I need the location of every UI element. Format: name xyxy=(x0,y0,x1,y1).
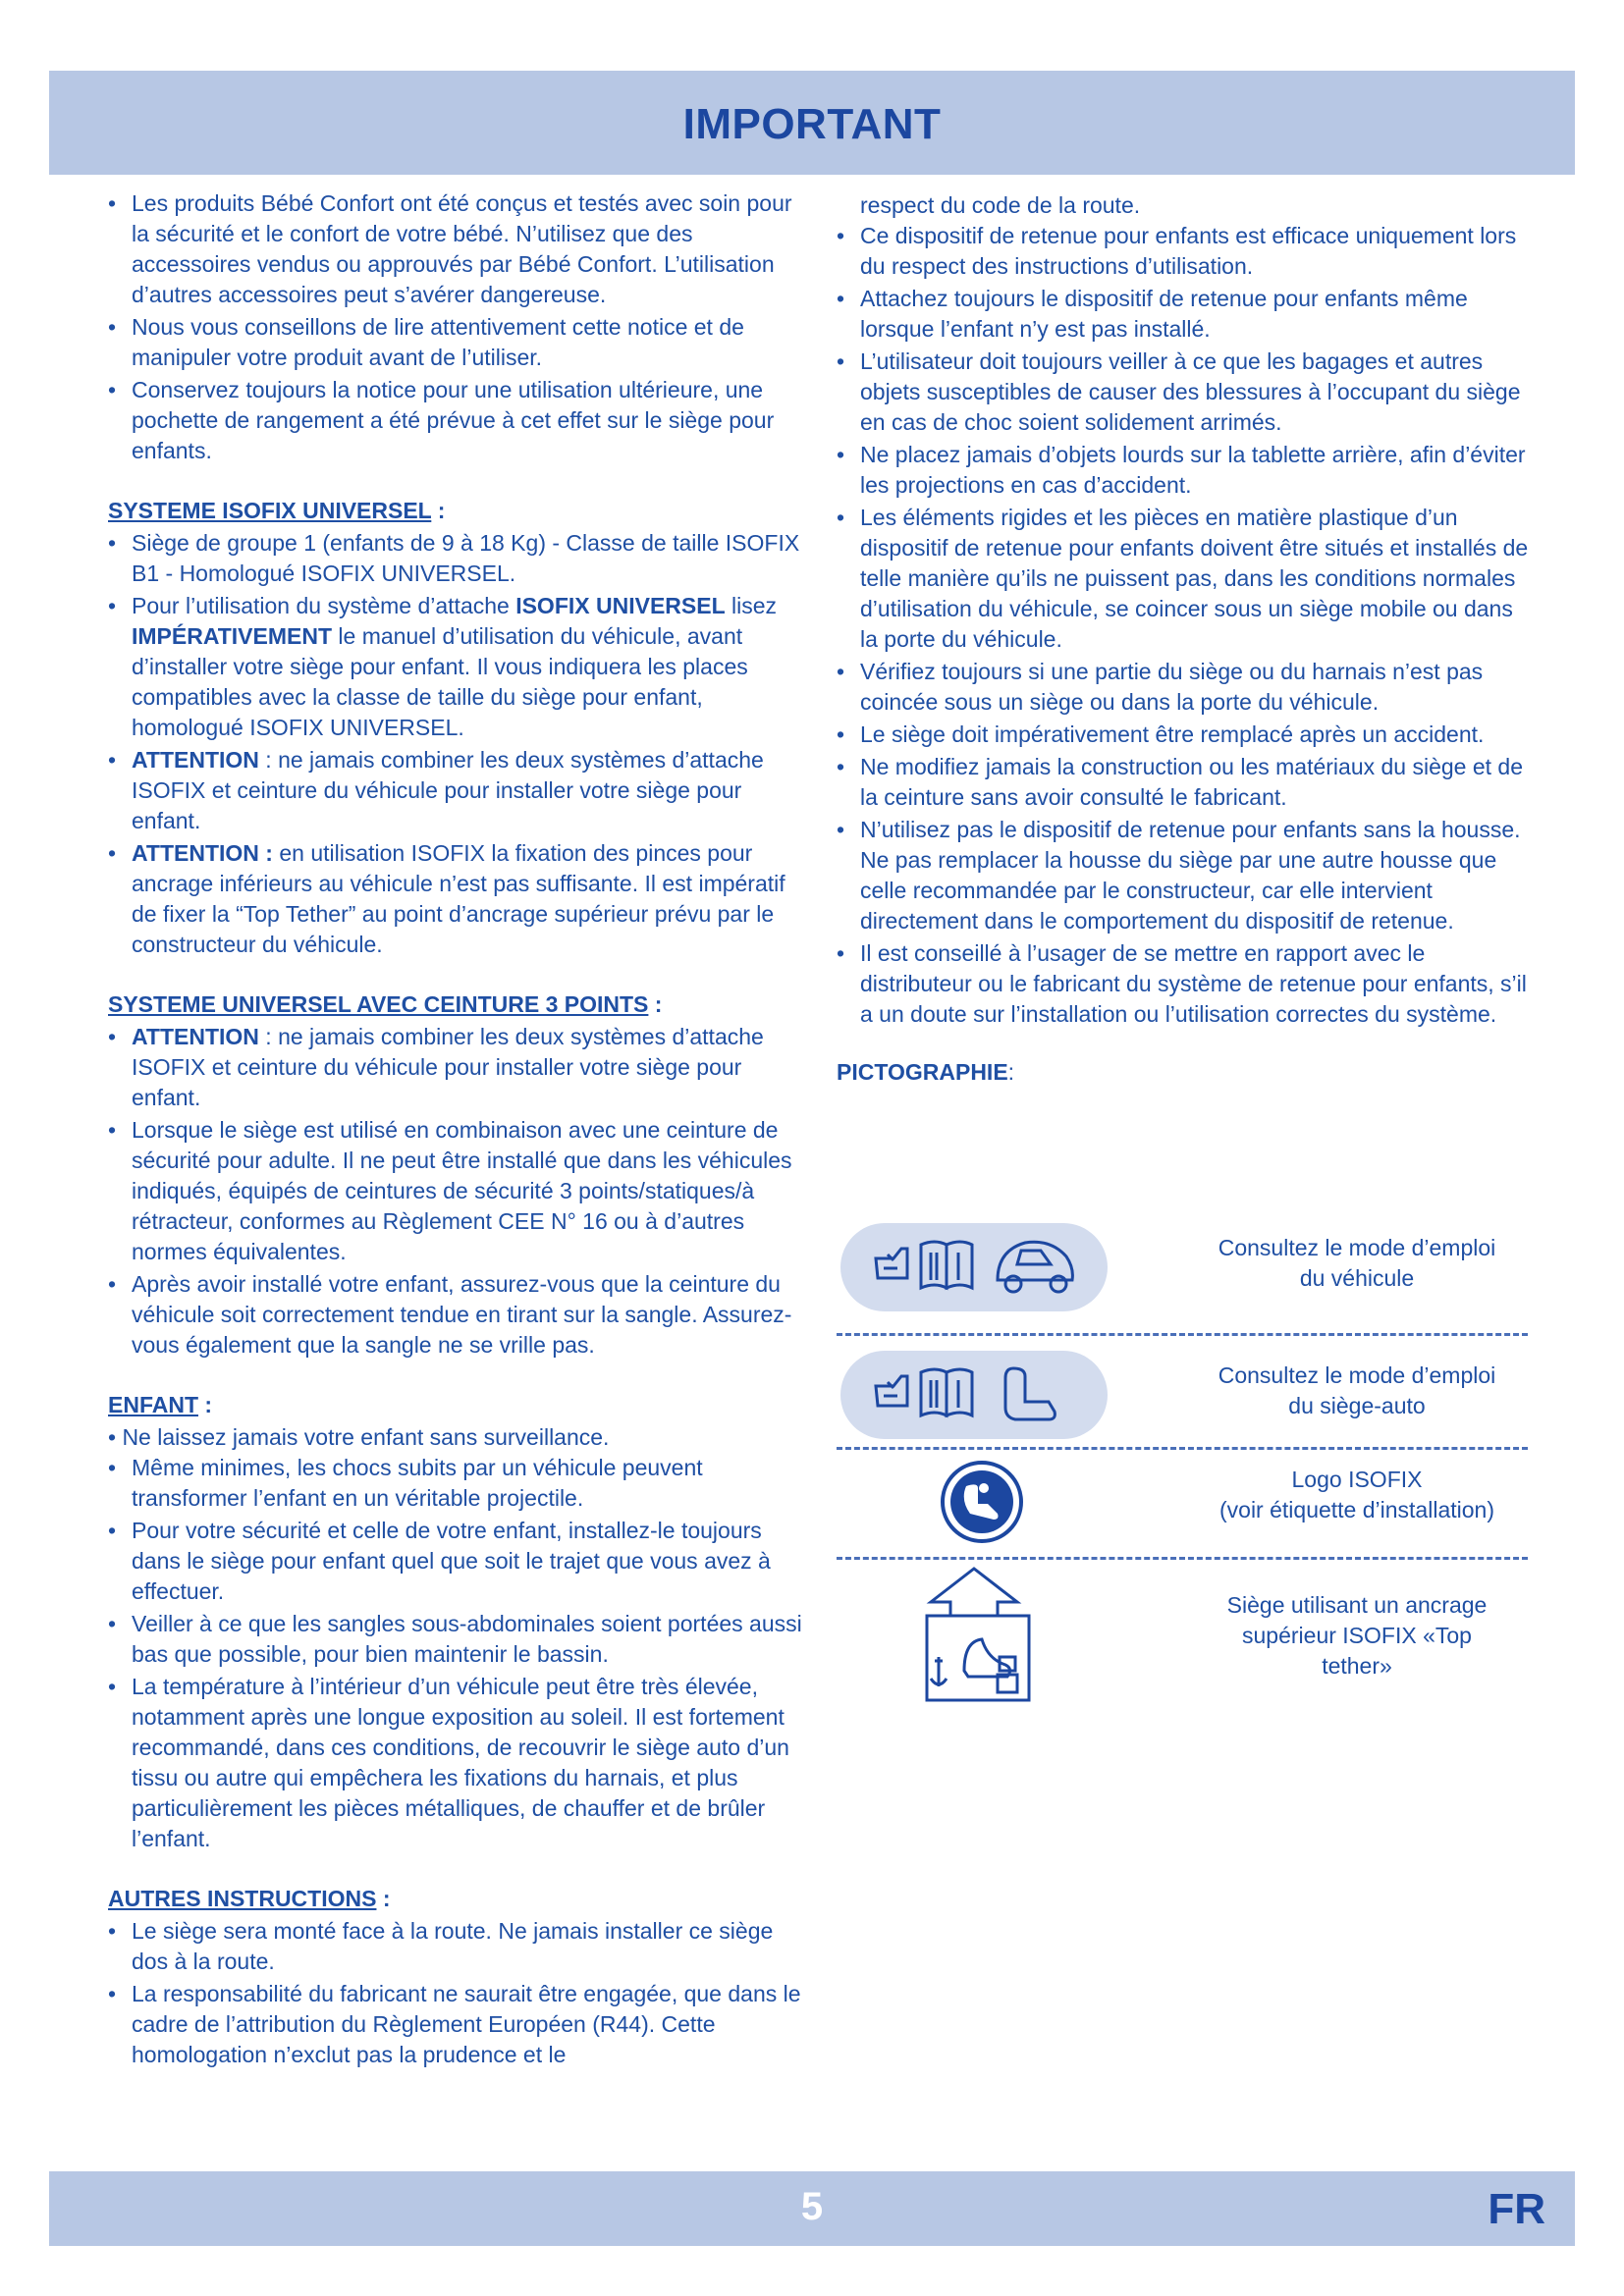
section-heading-isofix: SYSTEME ISOFIX UNIVERSEL : xyxy=(108,498,446,523)
top-tether-icon xyxy=(837,1563,1111,1710)
list-item: • N’utilisez pas le dispositif de retenue pour enfants sans la housse. Ne pas remplacer la housse du siège par une autre housse que celle recommandée par le constructeur, car elle intervient directement dans le comportement du dispositif de retenue. xyxy=(837,817,1521,934)
list-item: • L’utilisateur doit toujours veiller à ce que les bagages et autres objets susceptibles de causer des blessures à l’occupant du siège en cas de choc soient solidement arrimés. xyxy=(837,348,1521,435)
list-item: • Pour l’utilisation du système d’attache ISOFIX UNIVERSEL lisez IMPÉRATIVEMENT le manuel d’utilisation du véhicule, avant d’installer votre siège pour enfant. Il vous indiquera les places compatibles avec la classe de taille du siège pour enfant, homologué ISOFIX UNIVERSEL. xyxy=(108,593,778,740)
page-title: IMPORTANT xyxy=(682,100,942,148)
isofix-logo-icon xyxy=(837,1457,1111,1553)
footer-banner xyxy=(49,2171,1575,2246)
list-item: • Ne placez jamais d’objets lourds sur la tablette arrière, afin d’éviter les projections en cas d’accident. xyxy=(837,442,1526,498)
list-item: • Pour votre sécurité et celle de votre enfant, installez-le toujours dans le siège pour enfant quel que soit le trajet que vous avez à effectuer. xyxy=(108,1518,771,1604)
section-heading-autres: AUTRES INSTRUCTIONS : xyxy=(108,1886,391,1911)
section-heading-universal: SYSTEME UNIVERSEL AVEC CEINTURE 3 POINTS : xyxy=(108,991,663,1017)
picto-caption: supérieur ISOFIX «Top xyxy=(1242,1623,1472,1648)
divider xyxy=(837,1557,1528,1560)
list-item: • Ce dispositif de retenue pour enfants est efficace uniquement lors du respect des instructions d’utilisation. xyxy=(837,223,1517,279)
continuation-text: respect du code de la route. xyxy=(860,192,1141,218)
picto-caption: (voir étiquette d’installation) xyxy=(1219,1497,1494,1522)
list-item: • Le siège doit impérativement être remplacé après un accident. xyxy=(837,721,1485,747)
list-item: • La responsabilité du fabricant ne saurait être engagée, que dans le cadre de l’attribution du Règlement Européen (R44). Cette homologation n’exclut pas la prudence et le xyxy=(108,1981,801,2067)
list-item: • Conservez toujours la notice pour une utilisation ultérieure, une pochette de rangement a été prévue à cet effet sur le siège pour enfants. xyxy=(108,377,775,463)
list-item: • Les produits Bébé Confort ont été conçus et testés avec soin pour la sécurité et le confort de votre bébé. N’utilisez que des accessoires vendus ou approuvés par Bébé Confort. L’utilisation d’autres accessoires peut s’avérer dangereuse. xyxy=(108,190,792,307)
divider xyxy=(837,1447,1528,1450)
picto-caption: tether» xyxy=(1322,1653,1392,1679)
picto-row-vehicle-manual xyxy=(837,1219,1528,1315)
header-banner xyxy=(49,71,1575,175)
picto-caption: Siège utilisant un ancrage xyxy=(1226,1592,1488,1618)
list-item: • ATTENTION : en utilisation ISOFIX la fixation des pinces pour ancrage inférieurs au véhicule n’est pas suffisante. Il est impératif de fixer la “Top Tether” au point d’ancrage supérieur prévu par le constructeur du véhicule. xyxy=(108,840,785,957)
seat-manual-icon xyxy=(837,1347,1111,1443)
section-heading-enfant: ENFANT : xyxy=(108,1392,213,1417)
list-item: • Vérifiez toujours si une partie du siège ou du harnais n’est pas coincée sous un siège ou dans la porte du véhicule. xyxy=(837,659,1484,715)
list-item: • La température à l’intérieur d’un véhicule peut être très élevée, notamment après une longue exposition au soleil. Il est fortement recommandé, dans ces conditions, de recouvrir le siège auto d’un tissu ou autre qui empêchera les fixations du harnais, et plus particulièrement les pièces métalliques, de chauffer et de brûler l’enfant. xyxy=(108,1674,789,1851)
vehicle-manual-icon xyxy=(837,1219,1111,1315)
list-item: • Le siège sera monté face à la route. Ne jamais installer ce siège dos à la route. xyxy=(108,1918,774,1974)
list-item: • ATTENTION : ne jamais combiner les deux systèmes d’attache ISOFIX et ceinture du véhicule pour installer votre siège pour enfant. xyxy=(108,747,764,833)
list-item: • Ne modifiez jamais la construction ou les matériaux du siège et de la ceinture sans avoir consulté le fabricant. xyxy=(837,754,1524,810)
page-number: 5 xyxy=(800,2185,824,2228)
list-item: • ATTENTION : ne jamais combiner les deux systèmes d’attache ISOFIX et ceinture du véhicule pour installer votre siège pour enfant. xyxy=(108,1024,764,1110)
picto-caption: Consultez le mode d’emploi xyxy=(1218,1362,1496,1388)
picto-row-seat-manual xyxy=(837,1347,1528,1443)
picto-caption: du siège-auto xyxy=(1288,1393,1426,1418)
list-item: • Veiller à ce que les sangles sous-abdominales soient portées aussi bas que possible, pour bien maintenir le bassin. xyxy=(108,1611,802,1667)
left-column xyxy=(108,188,807,2072)
list-item: • Lorsque le siège est utilisé en combinaison avec une ceinture de sécurité pour adulte. Il ne peut être installé que dans les véhicules indiqués, équipés de ceintures de sécurité 3 points/statiques/à rétracteur, conformes au Règlement CEE N° 16 ou à d’autres normes équivalentes. xyxy=(108,1117,792,1264)
list-item: • Même minimes, les chocs subits par un véhicule peuvent transformer l’enfant en un véritable projectile. xyxy=(108,1455,703,1511)
right-column xyxy=(837,190,1536,1088)
pictographie-heading: PICTOGRAPHIE: xyxy=(837,1059,1015,1085)
divider xyxy=(837,1333,1528,1336)
list-item: • Il est conseillé à l’usager de se mettre en rapport avec le distributeur ou le fabricant du système de retenue pour enfants, s’il a un doute sur l’installation ou l’utilisation correctes du système. xyxy=(837,940,1527,1027)
list-item: • Attachez toujours le dispositif de retenue pour enfants même lorsque l’enfant n’y est pas installé. xyxy=(837,286,1468,342)
language-label: FR xyxy=(1488,2185,1545,2233)
list-item: • Nous vous conseillons de lire attentivement cette notice et de manipuler votre produit avant de l’utiliser. xyxy=(108,314,744,370)
picto-caption: Logo ISOFIX xyxy=(1291,1467,1423,1492)
picto-row-isofix-logo xyxy=(837,1457,1528,1553)
list-item: • Après avoir installé votre enfant, assurez-vous que la ceinture du véhicule soit correctement tendue en tirant sur la sangle. Assurez-vous également que la sangle ne se vrille pas. xyxy=(108,1271,792,1358)
picto-caption: du véhicule xyxy=(1299,1265,1415,1291)
picto-row-top-tether xyxy=(837,1563,1528,1710)
list-item: • Ne laissez jamais votre enfant sans surveillance. xyxy=(108,1424,610,1450)
picto-caption: Consultez le mode d’emploi xyxy=(1218,1235,1496,1260)
list-item: • Les éléments rigides et les pièces en matière plastique d’un dispositif de retenue pour enfants doivent être situés et installés de telle manière qu’ils ne puissent pas, dans les conditions normales d’utilisation du véhicule, se coincer sous un siège mobile ou dans la porte du véhicule. xyxy=(837,505,1529,652)
list-item: • Siège de groupe 1 (enfants de 9 à 18 Kg) - Classe de taille ISOFIX B1 - Homologué ISOFIX UNIVERSEL. xyxy=(108,530,800,586)
